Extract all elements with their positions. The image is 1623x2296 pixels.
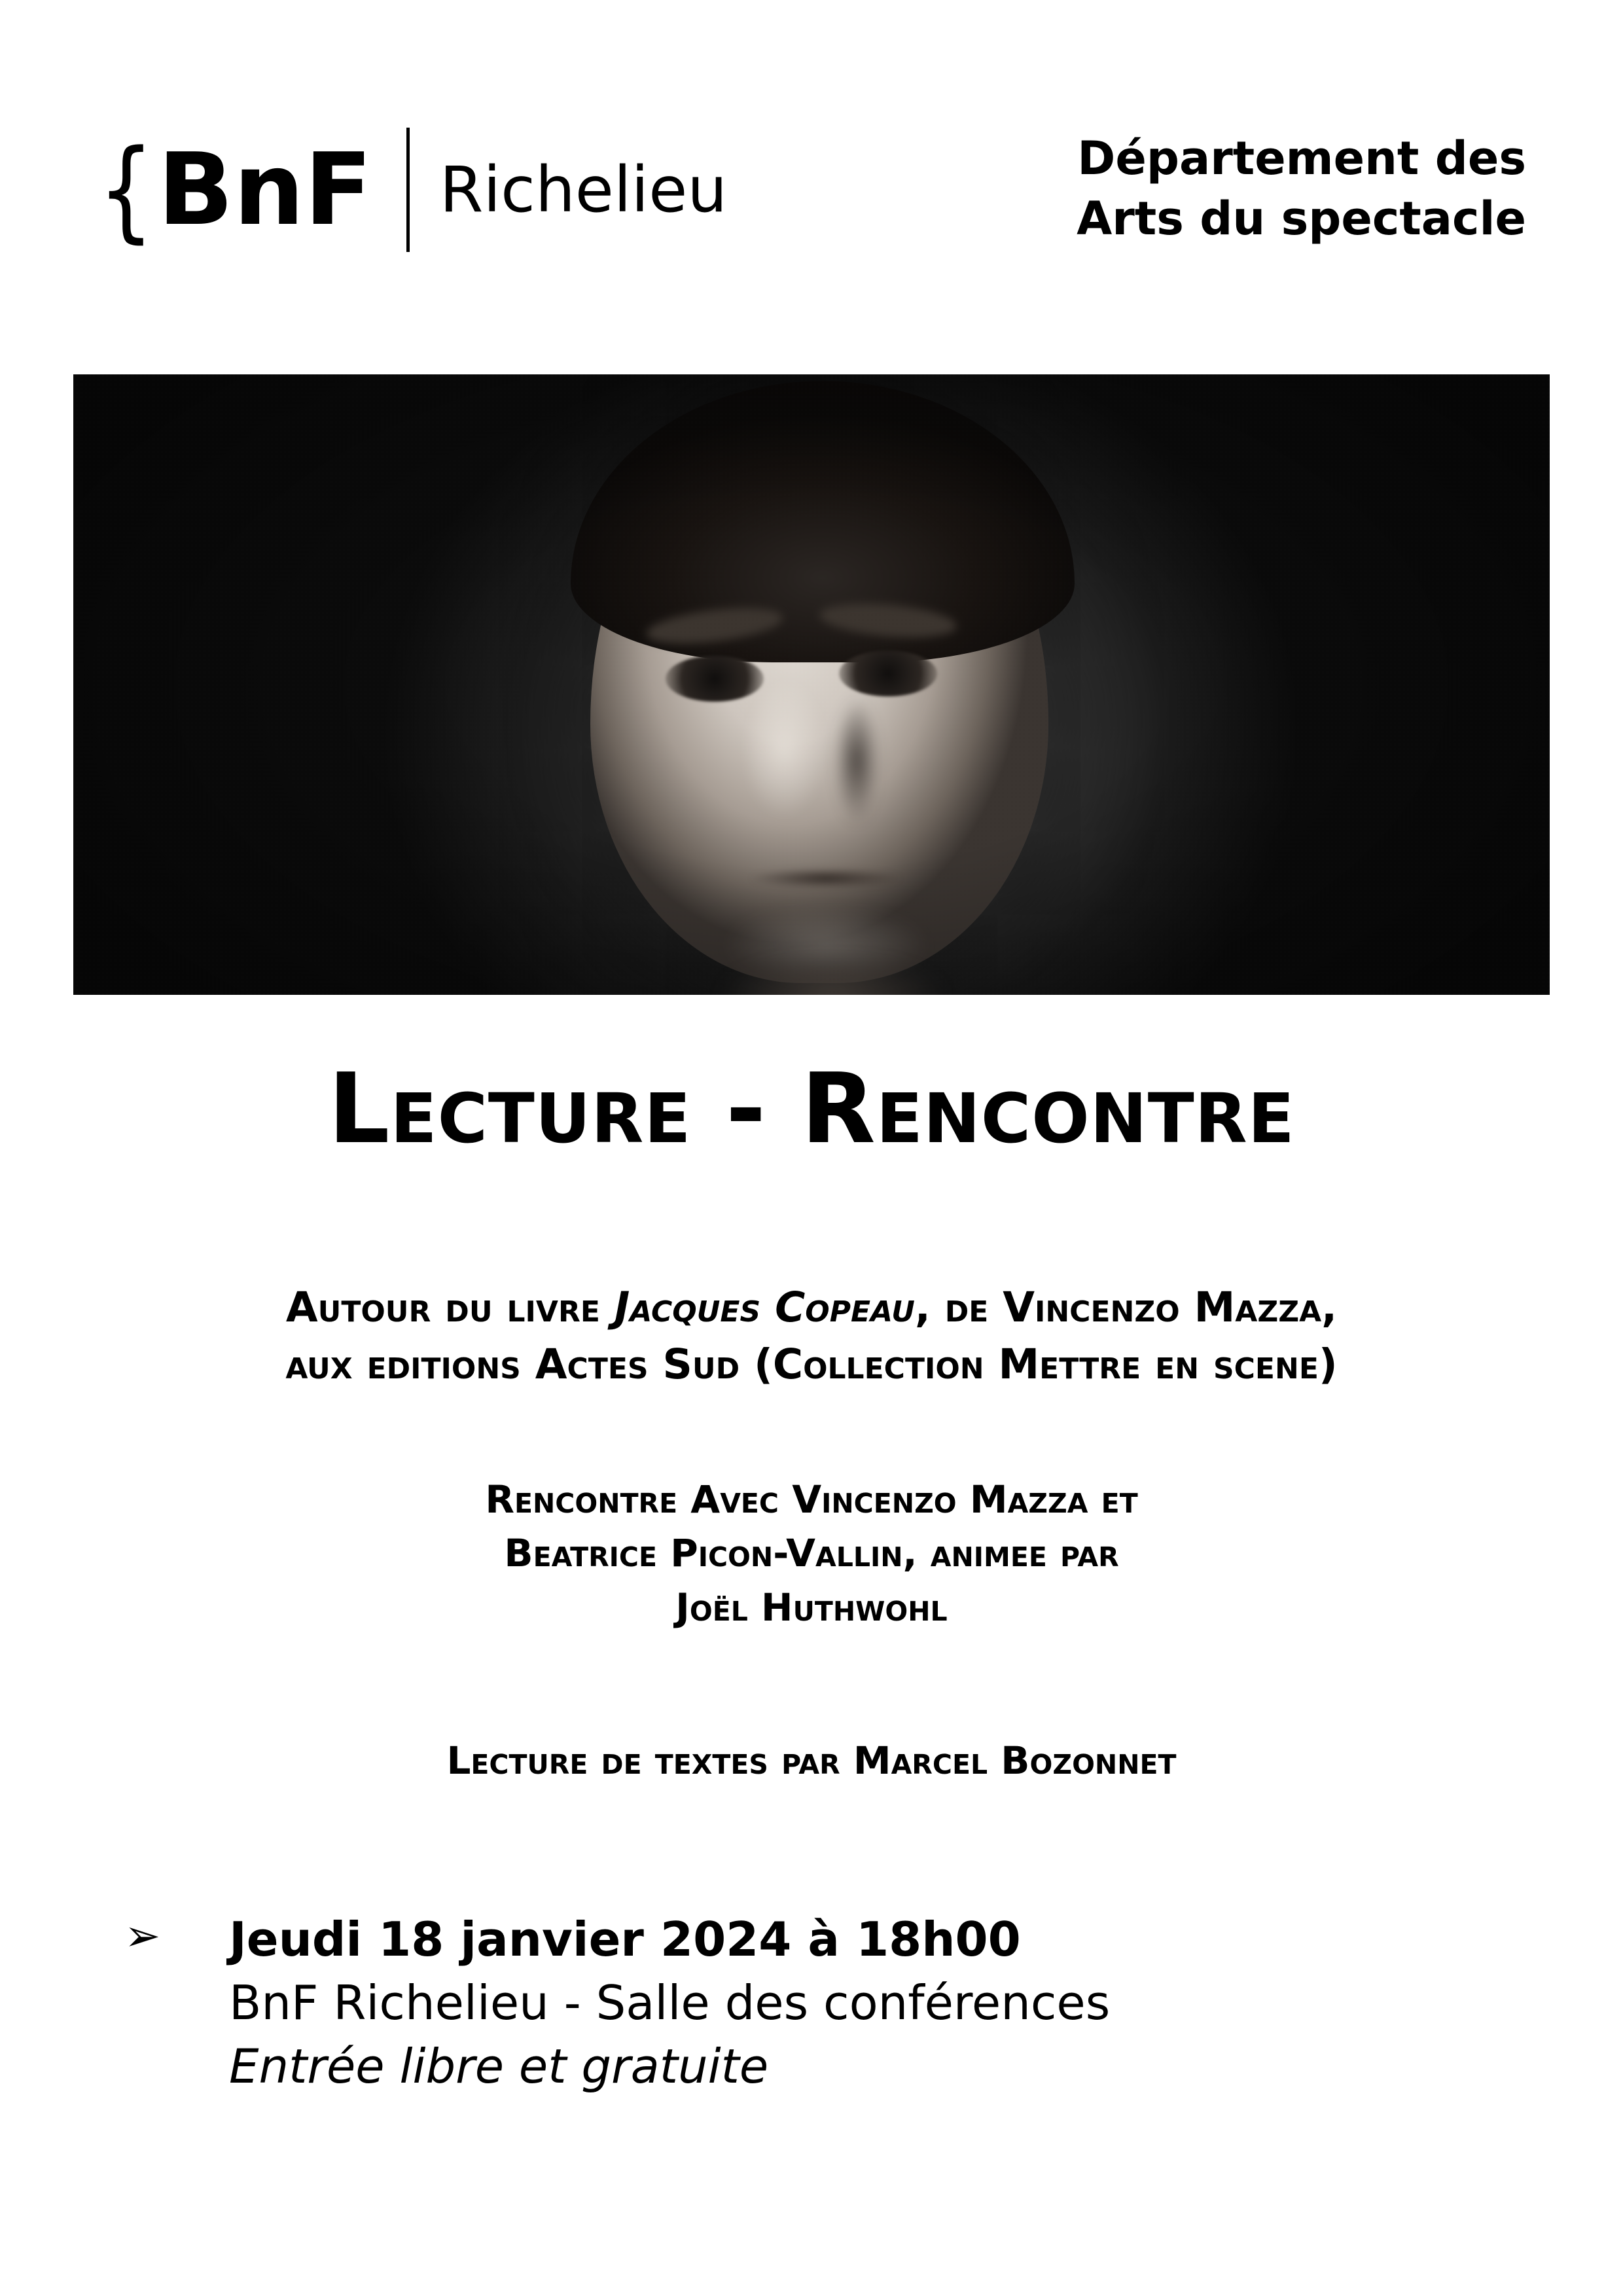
- arrow-bullet-icon: ➢: [124, 1910, 161, 1961]
- event-date: Jeudi 18 janvier 2024 à 18h00: [229, 1912, 1021, 1967]
- poster-header: [0, 111, 1623, 288]
- practical-lines: [229, 1908, 1499, 2099]
- department-line-2: Arts du spectacle: [1077, 192, 1526, 246]
- bnf-wordmark: BnF: [157, 132, 372, 247]
- book-title: Jacques Copeau: [614, 1283, 915, 1331]
- page-title: Lecture - Rencontre: [328, 1052, 1295, 1165]
- subtitle-after: , de Vincenzo Mazza,: [914, 1283, 1338, 1331]
- reading-credit: Lecture de textes par Marcel Bozonnet: [446, 1738, 1177, 1783]
- practical-info: [124, 1908, 1499, 2099]
- speakers-line-2: Beatrice Picon-Vallin, animee par: [504, 1531, 1119, 1576]
- subtitle-before: Autour du livre: [285, 1283, 615, 1331]
- department-line-1: Département des: [1077, 132, 1526, 185]
- book-subtitle-line-1: [0, 1280, 1623, 1336]
- event-access: Entrée libre et gratuite: [229, 2039, 769, 2094]
- logo-divider: [406, 128, 410, 252]
- department-heading: [1077, 128, 1526, 249]
- speakers-line-3: Joël Huthwohl: [675, 1585, 948, 1630]
- book-subtitle: [0, 1280, 1623, 1393]
- brace-icon: {: [98, 126, 151, 254]
- portrait-photo: [73, 374, 1550, 995]
- book-subtitle-line-2: aux editions Actes Sud (Collection Mettre en scene): [285, 1340, 1338, 1388]
- speakers-block: [0, 1473, 1623, 1634]
- site-name: Richelieu: [439, 153, 728, 226]
- event-venue: BnF Richelieu - Salle des conférences: [229, 1975, 1111, 2031]
- photo-grain: [73, 374, 1550, 995]
- speakers-line-1: Rencontre Avec Vincenzo Mazza et: [485, 1477, 1138, 1522]
- bnf-logo: [98, 124, 727, 255]
